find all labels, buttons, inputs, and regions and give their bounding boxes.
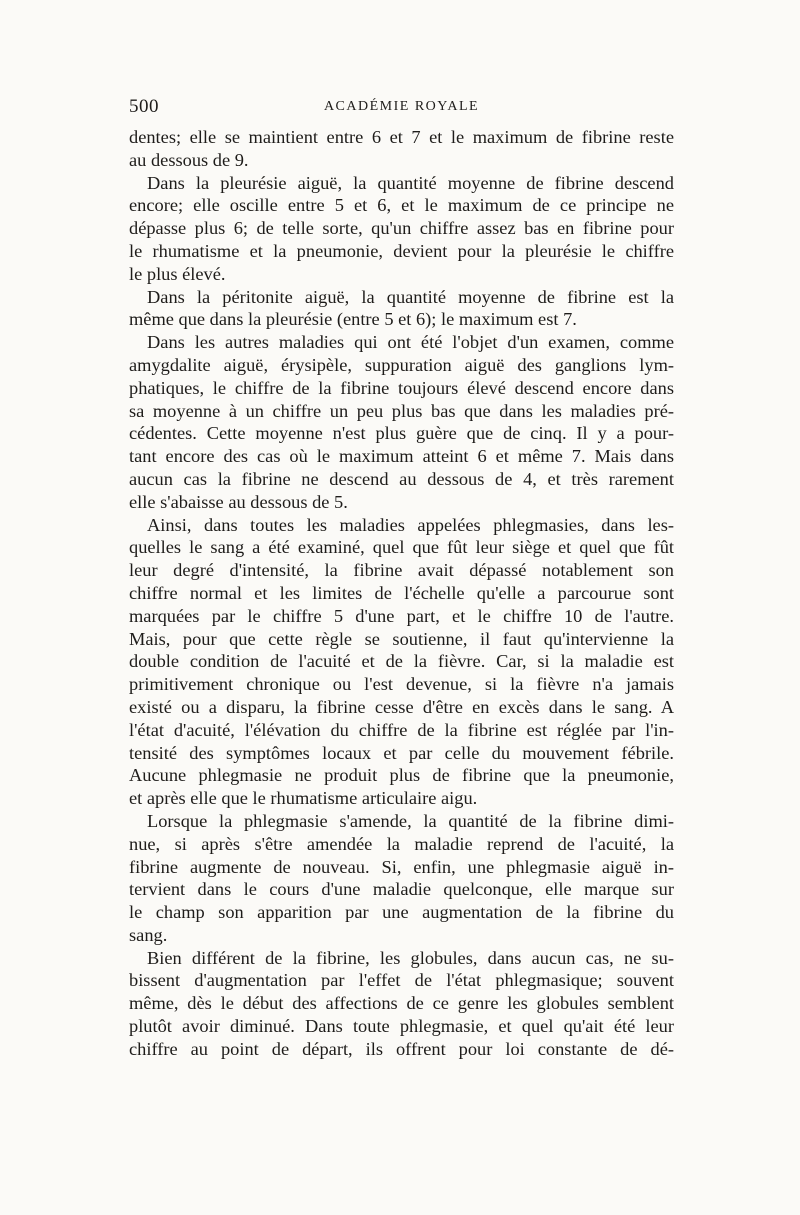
text-line: et après elle que le rhumatisme articulaire aigu.	[129, 788, 478, 809]
text-line: encore; elle oscille entre 5 et 6, et le maximum de ce principe ne	[129, 195, 674, 216]
text-line: primitivement chronique ou l'est devenue, si la fièvre n'a jamais	[129, 674, 674, 695]
text-line: le plus élevé.	[129, 263, 226, 284]
text-line: phatiques, le chiffre de la fibrine toujours élevé descend encore dans	[129, 377, 674, 398]
page-number: 500	[129, 96, 159, 117]
text-line: tensité des symptômes locaux et par celle du mouvement fébrile.	[129, 742, 674, 763]
text-line: Mais, pour que cette règle se soutienne, il faut qu'intervienne la	[129, 628, 674, 649]
text-line: chiffre normal et les limites de l'échelle qu'elle a parcourue sont	[129, 582, 674, 603]
text-line: aucun cas la fibrine ne descend au dessous de 4, et très rarement	[129, 468, 674, 489]
running-head: ACADÉMIE ROYALE	[323, 99, 480, 114]
text-line: Dans la péritonite aiguë, la quantité moyenne de fibrine est la	[147, 286, 674, 307]
text-line: dentes; elle se maintient entre 6 et 7 et le maximum de fibrine reste	[129, 127, 674, 147]
text-line: cédentes. Cette moyenne n'est plus guère que de cinq. Il y a pour-	[129, 423, 674, 444]
text-line: chiffre au point de départ, ils offrent pour loi constante de dé-	[129, 1038, 674, 1059]
text-line: double condition de l'acuité et de la fièvre. Car, si la maladie est	[129, 651, 674, 672]
text-line: Aucune phlegmasie ne produit plus de fibrine que la pneumonie,	[129, 765, 674, 786]
text-line: marquées par le chiffre 5 d'une part, et le chiffre 10 de l'autre.	[129, 605, 674, 626]
text-line: plutôt avoir diminué. Dans toute phlegmasie, et quel qu'ait été leur	[129, 1016, 674, 1037]
text-line: leur degré d'intensité, la fibrine avait dépassé notablement son	[129, 560, 674, 581]
text-line: Bien différent de la fibrine, les globules, dans aucun cas, ne su-	[147, 947, 674, 968]
text-line: existé ou a disparu, la fibrine cesse d'être en excès dans le sang. A	[129, 696, 674, 717]
text-line: Dans les autres maladies qui ont été l'objet d'un examen, comme	[147, 332, 674, 353]
text-line: l'état d'acuité, l'élévation du chiffre de la fibrine est réglée par l'in-	[129, 719, 674, 740]
text-line: sa moyenne à un chiffre un peu plus bas que dans les maladies pré-	[129, 400, 674, 421]
text-line: le rhumatisme et la pneumonie, devient pour la pleurésie le chiffre	[129, 240, 674, 261]
text-line: au dessous de 9.	[129, 149, 249, 170]
text-line: tervient dans le cours d'une maladie quelconque, elle marque sur	[129, 879, 674, 900]
text-line: Lorsque la phlegmasie s'amende, la quantité de la fibrine dimi-	[147, 810, 674, 831]
text-line: nue, si après s'être amendée la maladie reprend de l'acuité, la	[129, 833, 674, 854]
text-line: amygdalite aiguë, érysipèle, suppuration aiguë des ganglions lym-	[129, 354, 674, 375]
text-line: Dans la pleurésie aiguë, la quantité moyenne de fibrine descend	[147, 172, 674, 193]
text-line: même que dans la pleurésie (entre 5 et 6); le maximum est 7.	[129, 309, 577, 330]
text-line: elle s'abaisse au dessous de 5.	[129, 491, 348, 512]
text-line: dépasse plus 6; de telle sorte, qu'un chiffre assez bas en fibrine pour	[129, 218, 674, 239]
text-line: quelles le sang a été examiné, quel que fût leur siège et quel que fût	[129, 537, 674, 558]
body-text	[129, 126, 674, 1061]
text-line: bissent d'augmentation par l'effet de l'état phlegmasique; souvent	[129, 970, 674, 991]
text-line: Ainsi, dans toutes les maladies appelées phlegmasies, dans les-	[147, 514, 674, 535]
text-line: le champ son apparition par une augmentation de la fibrine du	[129, 902, 674, 923]
text-line: même, dès le début des affections de ce genre les globules semblent	[129, 993, 674, 1014]
page-header	[129, 96, 674, 120]
text-line: fibrine augmente de nouveau. Si, enfin, une phlegmasie aiguë in-	[129, 856, 674, 877]
text-line: sang.	[129, 924, 168, 945]
text-line: tant encore des cas où le maximum atteint 6 et même 7. Mais dans	[129, 446, 674, 467]
